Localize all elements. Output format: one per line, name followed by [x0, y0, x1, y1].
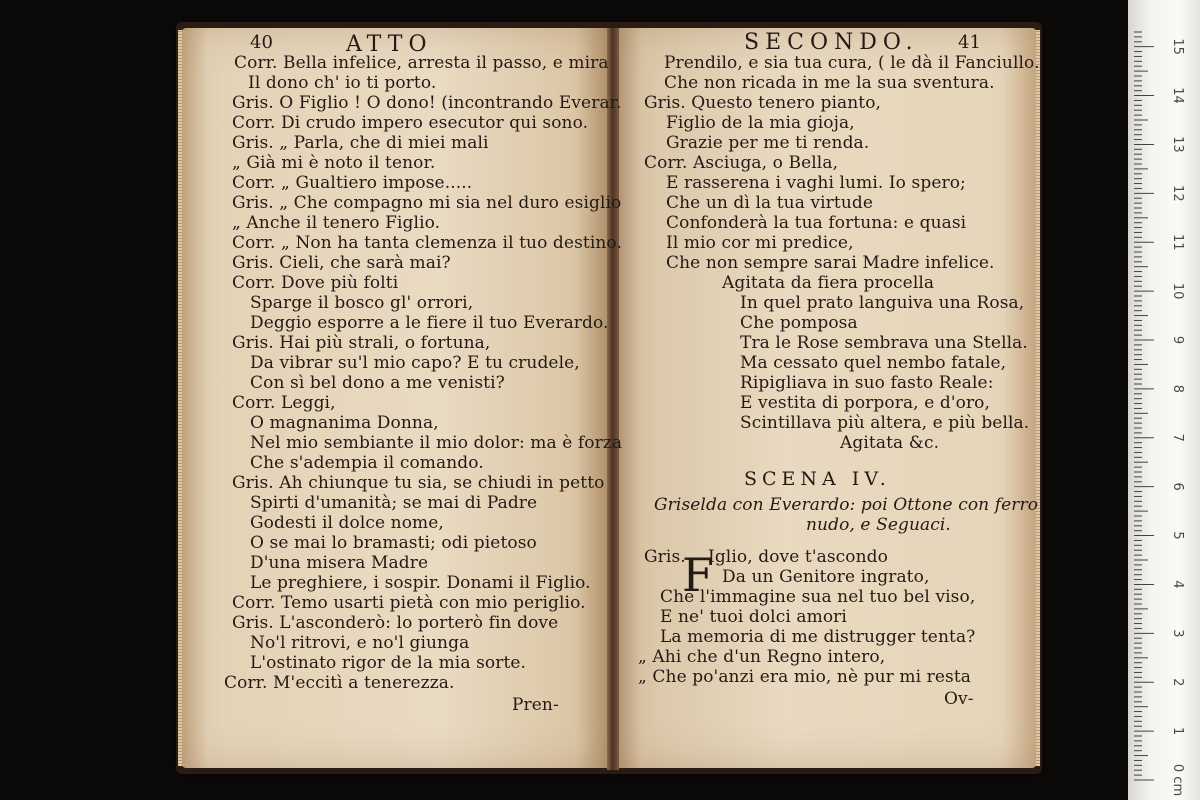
- left-page-text-line: Spirti d'umanità; se mai di Padre: [250, 493, 538, 513]
- right-page-text-line: In quel prato languiva una Rosa,: [740, 293, 1025, 313]
- left-page-text-line: Corr. M'eccitì a tenerezza.: [224, 673, 455, 693]
- right-page-text-line: Agitata da fiera procella: [722, 273, 935, 293]
- right-page-text-line: E vestita di porpora, e d'oro,: [740, 393, 991, 413]
- right-page-text-line: Da un Genitore ingrato,: [722, 567, 930, 587]
- ruler-number: 7: [1170, 433, 1185, 442]
- right-page-text-line: Figlio de la mia gioja,: [666, 113, 855, 133]
- ruler-number: 3: [1170, 629, 1185, 638]
- right-page-text-line: Che non sempre sarai Madre infelice.: [666, 253, 995, 273]
- left-page-text-line: D'una misera Madre: [250, 553, 429, 573]
- scene-heading: SCENA IV.: [744, 468, 891, 490]
- right-page-text-line: Che un dì la tua virtude: [666, 193, 874, 213]
- right-page-text-line: „ Ahi che d'un Regno intero,: [638, 647, 886, 667]
- left-catchword: Pren-: [512, 695, 559, 715]
- left-page-text-line: Da vibrar su'l mio capo? E tu crudele,: [250, 353, 580, 373]
- ruler-scale: [1128, 0, 1200, 800]
- ruler-number: 6: [1170, 482, 1185, 491]
- right-page-text-line: Prendilo, e sia tua cura, ( le dà il Fanciullo.: [664, 53, 1040, 73]
- ruler-number: 1: [1170, 726, 1185, 736]
- left-page-text-line: Corr. Dove più folti: [232, 273, 399, 293]
- right-page-text-line: Che l'immagine sua nel tuo bel viso,: [660, 587, 976, 607]
- left-page-text-line: Gris. L'asconderò: lo porterò fin dove: [232, 613, 559, 633]
- left-page-text-line: Gris. „ Parla, che di miei mali: [232, 133, 489, 153]
- left-page-text-line: Le preghiere, i sospir. Donami il Figlio.: [250, 573, 591, 593]
- ruler-number: 13: [1170, 136, 1185, 153]
- right-page-number: 41: [958, 32, 982, 53]
- left-page-text-line: Nel mio sembiante il mio dolor: ma è forza: [250, 433, 623, 453]
- left-page-text-line: Gris. „ Che compagno mi sia nel duro esiglio: [232, 193, 622, 213]
- ruler-number: 9: [1170, 335, 1185, 345]
- left-page-text-line: Gris. Ah chiunque tu sia, se chiudi in petto: [232, 473, 605, 493]
- measuring-ruler: [1128, 0, 1200, 800]
- left-page-number: 40: [250, 32, 274, 53]
- right-page-text-line: Griselda con Everardo: poi Ottone con ferro: [654, 495, 1039, 515]
- ruler-number: 11: [1170, 233, 1185, 251]
- ruler-number: 5: [1170, 531, 1185, 540]
- left-page-text-line: Corr. Di crudo impero esecutor qui sono.: [232, 113, 589, 133]
- left-page-text-line: Corr. Leggi,: [232, 393, 336, 413]
- right-page-text-line: Iglio, dove t'ascondo: [708, 547, 888, 567]
- left-page-text-line: Con sì bel dono a me venisti?: [250, 373, 505, 393]
- left-page-text-line: Corr. „ Non ha tanta clemenza il tuo destino.: [232, 233, 622, 253]
- right-page-text-line: Confonderà la tua fortuna: e quasi: [666, 213, 967, 233]
- right-page-text-line: Ma cessato quel nembo fatale,: [740, 353, 1007, 373]
- left-page-text-line: „ Anche il tenero Figlio.: [232, 213, 441, 233]
- left-page-text-line: Gris. O Figlio ! O dono! (incontrando Everar.: [232, 93, 622, 113]
- right-page-text-line: La memoria di me distrugger tenta?: [660, 627, 976, 647]
- ruler-number: 2: [1170, 678, 1185, 687]
- right-page-text-line: Tra le Rose sembrava una Stella.: [740, 333, 1028, 353]
- left-running-head: ATTO: [346, 32, 433, 57]
- ruler-number: 10: [1170, 282, 1185, 300]
- right-catchword: Ov-: [944, 689, 974, 709]
- ruler-number: 15: [1170, 38, 1185, 55]
- left-page-text-line: Il dono ch' io ti porto.: [248, 73, 437, 93]
- right-page-text-line: Gris. Questo tenero pianto,: [644, 93, 882, 113]
- left-page-text-line: Che s'adempia il comando.: [250, 453, 484, 473]
- ruler-number: 4: [1170, 580, 1185, 589]
- book-gutter: [607, 28, 619, 770]
- left-page-text-line: „ Già mi è noto il tenor.: [232, 153, 436, 173]
- right-page-text-line: Che pomposa: [740, 313, 858, 333]
- right-page-text-line: E rasserena i vaghi lumi. Io spero;: [666, 173, 966, 193]
- left-page-text-line: Corr. „ Gualtiero impose.....: [232, 173, 473, 193]
- right-page-text-line: Agitata &c.: [840, 433, 940, 453]
- right-page-text-line: Il mio cor mi predice,: [666, 233, 854, 253]
- left-page-text-line: Gris. Cieli, che sarà mai?: [232, 253, 451, 273]
- right-page-text-line: Grazie per me ti renda.: [666, 133, 870, 153]
- left-page-text-line: Corr. Bella infelice, arresta il passo, e mira: [234, 53, 609, 73]
- right-page-text-line: nudo, e Seguaci.: [806, 515, 951, 535]
- right-page-text-line: „ Che po'anzi era mio, nè pur mi resta: [638, 667, 972, 687]
- ruler-number: 0 cm: [1170, 763, 1185, 797]
- left-page-text-line: Corr. Temo usarti pietà con mio periglio.: [232, 593, 586, 613]
- left-page-text-line: No'l ritrovi, e no'l giunga: [250, 633, 470, 653]
- right-page-text-line: Ripigliava in suo fasto Reale:: [740, 373, 994, 393]
- ruler-number: 8: [1170, 384, 1185, 394]
- right-page-text-line: Scintillava più altera, e più bella.: [740, 413, 1030, 433]
- right-page-text-line: Corr. Asciuga, o Bella,: [644, 153, 839, 173]
- right-running-head: SECONDO.: [744, 30, 919, 55]
- drop-cap: F: [682, 548, 715, 602]
- left-page-text-line: O se mai lo bramasti; odi pietoso: [250, 533, 537, 553]
- left-page-text-line: Gris. Hai più strali, o fortuna,: [232, 333, 491, 353]
- left-page-text-line: L'ostinato rigor de la mia sorte.: [250, 653, 527, 673]
- left-page-text-line: Sparge il bosco gl' orrori,: [250, 293, 474, 313]
- left-page-text-line: O magnanima Donna,: [250, 413, 439, 433]
- right-page-text-line: Che non ricada in me la sua sventura.: [664, 73, 995, 93]
- left-page-text-line: Deggio esporre a le fiere il tuo Everardo.: [250, 313, 609, 333]
- left-page-text-line: Godesti il dolce nome,: [250, 513, 444, 533]
- ruler-number: 14: [1170, 87, 1185, 104]
- right-page-text-line: Gris.: [644, 547, 686, 567]
- right-page-text-line: E ne' tuoi dolci amori: [660, 607, 847, 627]
- ruler-number: 12: [1170, 185, 1185, 202]
